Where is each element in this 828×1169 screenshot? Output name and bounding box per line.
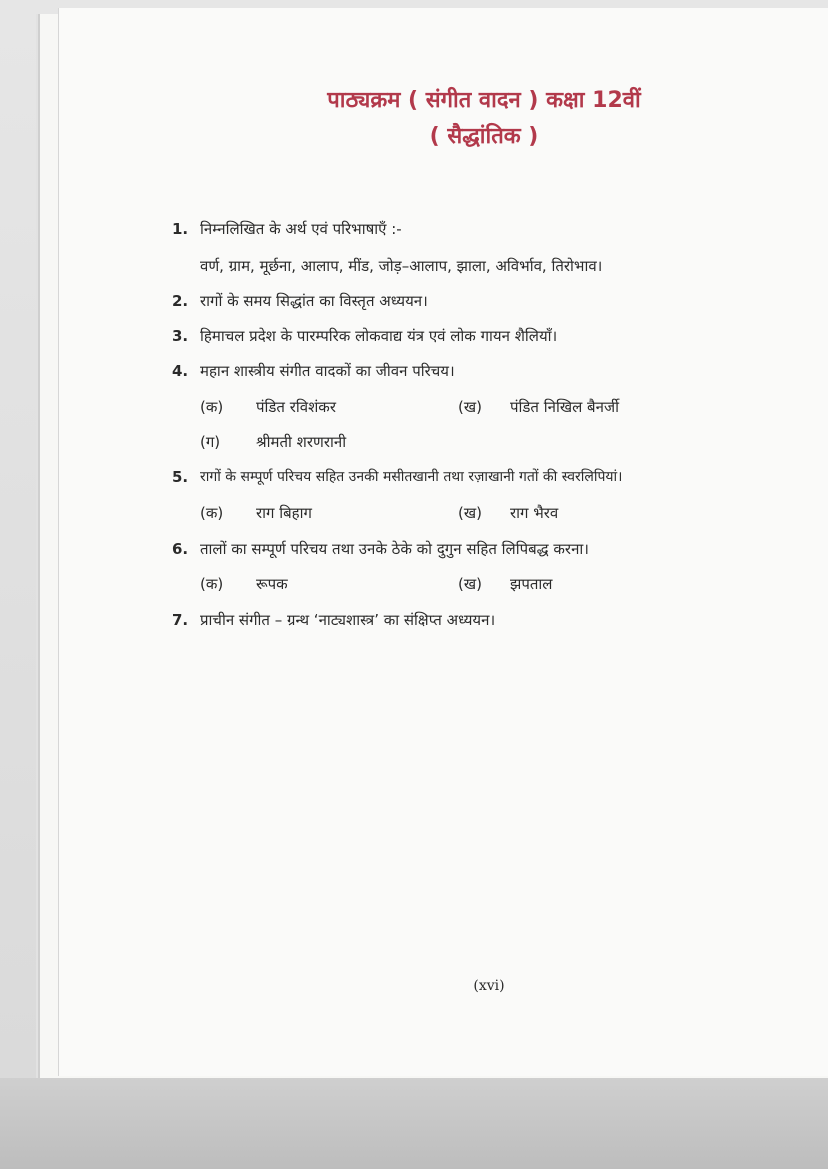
sub-item-marker: (ग) — [200, 433, 221, 451]
item-detail: वर्ण, ग्राम, मूर्छना, आलाप, मींड, जोड़–आलाप, झाला, अविर्भाव, तिरोभाव। — [200, 257, 603, 275]
item-text: प्राचीन संगीत – ग्रन्थ ‘नाट्यशास्त्र’ का संक्षिप्त अध्ययन। — [200, 611, 496, 629]
sub-item-marker: (क) — [200, 398, 224, 416]
sub-item-text: झपताल — [510, 575, 553, 593]
page-subtitle: ( सैद्धांतिक ) — [429, 124, 539, 149]
item-number: 1. — [172, 220, 189, 238]
sub-item-text: श्रीमती शरणरानी — [256, 433, 347, 451]
item-number: 4. — [172, 362, 189, 380]
item-number: 7. — [172, 611, 189, 629]
sub-item-text: राग बिहाग — [256, 504, 312, 522]
page-number: (xvi) — [473, 978, 505, 994]
item-text: रागों के समय सिद्धांत का विस्तृत अध्ययन। — [200, 292, 428, 310]
sub-item-marker: (क) — [200, 504, 224, 522]
item-number: 6. — [172, 540, 189, 558]
sub-item-marker: (क) — [200, 575, 224, 593]
scan-bottom-edge — [0, 1078, 828, 1169]
item-text: तालों का सम्पूर्ण परिचय तथा उनके ठेके को दुगुन सहित लिपिबद्ध करना। — [200, 540, 589, 558]
item-text: हिमाचल प्रदेश के पारम्परिक लोकवाद्य यंत्र एवं लोक गायन शैलियाँ। — [200, 327, 558, 345]
sub-item-marker: (ख) — [458, 398, 482, 416]
item-text: महान शास्त्रीय संगीत वादकों का जीवन परिचय। — [200, 362, 455, 380]
item-number: 3. — [172, 327, 189, 345]
sub-item-text: पंडित निखिल बैनर्जी — [510, 398, 619, 416]
item-text: निम्नलिखित के अर्थ एवं परिभाषाएँ :- — [200, 220, 402, 238]
sub-item-text: पंडित रविशंकर — [256, 398, 336, 416]
item-number: 2. — [172, 292, 189, 310]
page-title: पाठ्यक्रम ( संगीत वादन ) कक्षा 12वीं — [327, 88, 641, 113]
sub-item-marker: (ख) — [458, 504, 482, 522]
sub-item-text: राग भैरव — [510, 504, 559, 522]
sub-item-marker: (ख) — [458, 575, 482, 593]
item-number: 5. — [172, 468, 189, 486]
item-text: रागों के सम्पूर्ण परिचय सहित उनकी मसीतखानी तथा रज़ाखानी गतों की स्वरलिपियां। — [200, 469, 623, 485]
sub-item-text: रूपक — [256, 575, 288, 593]
